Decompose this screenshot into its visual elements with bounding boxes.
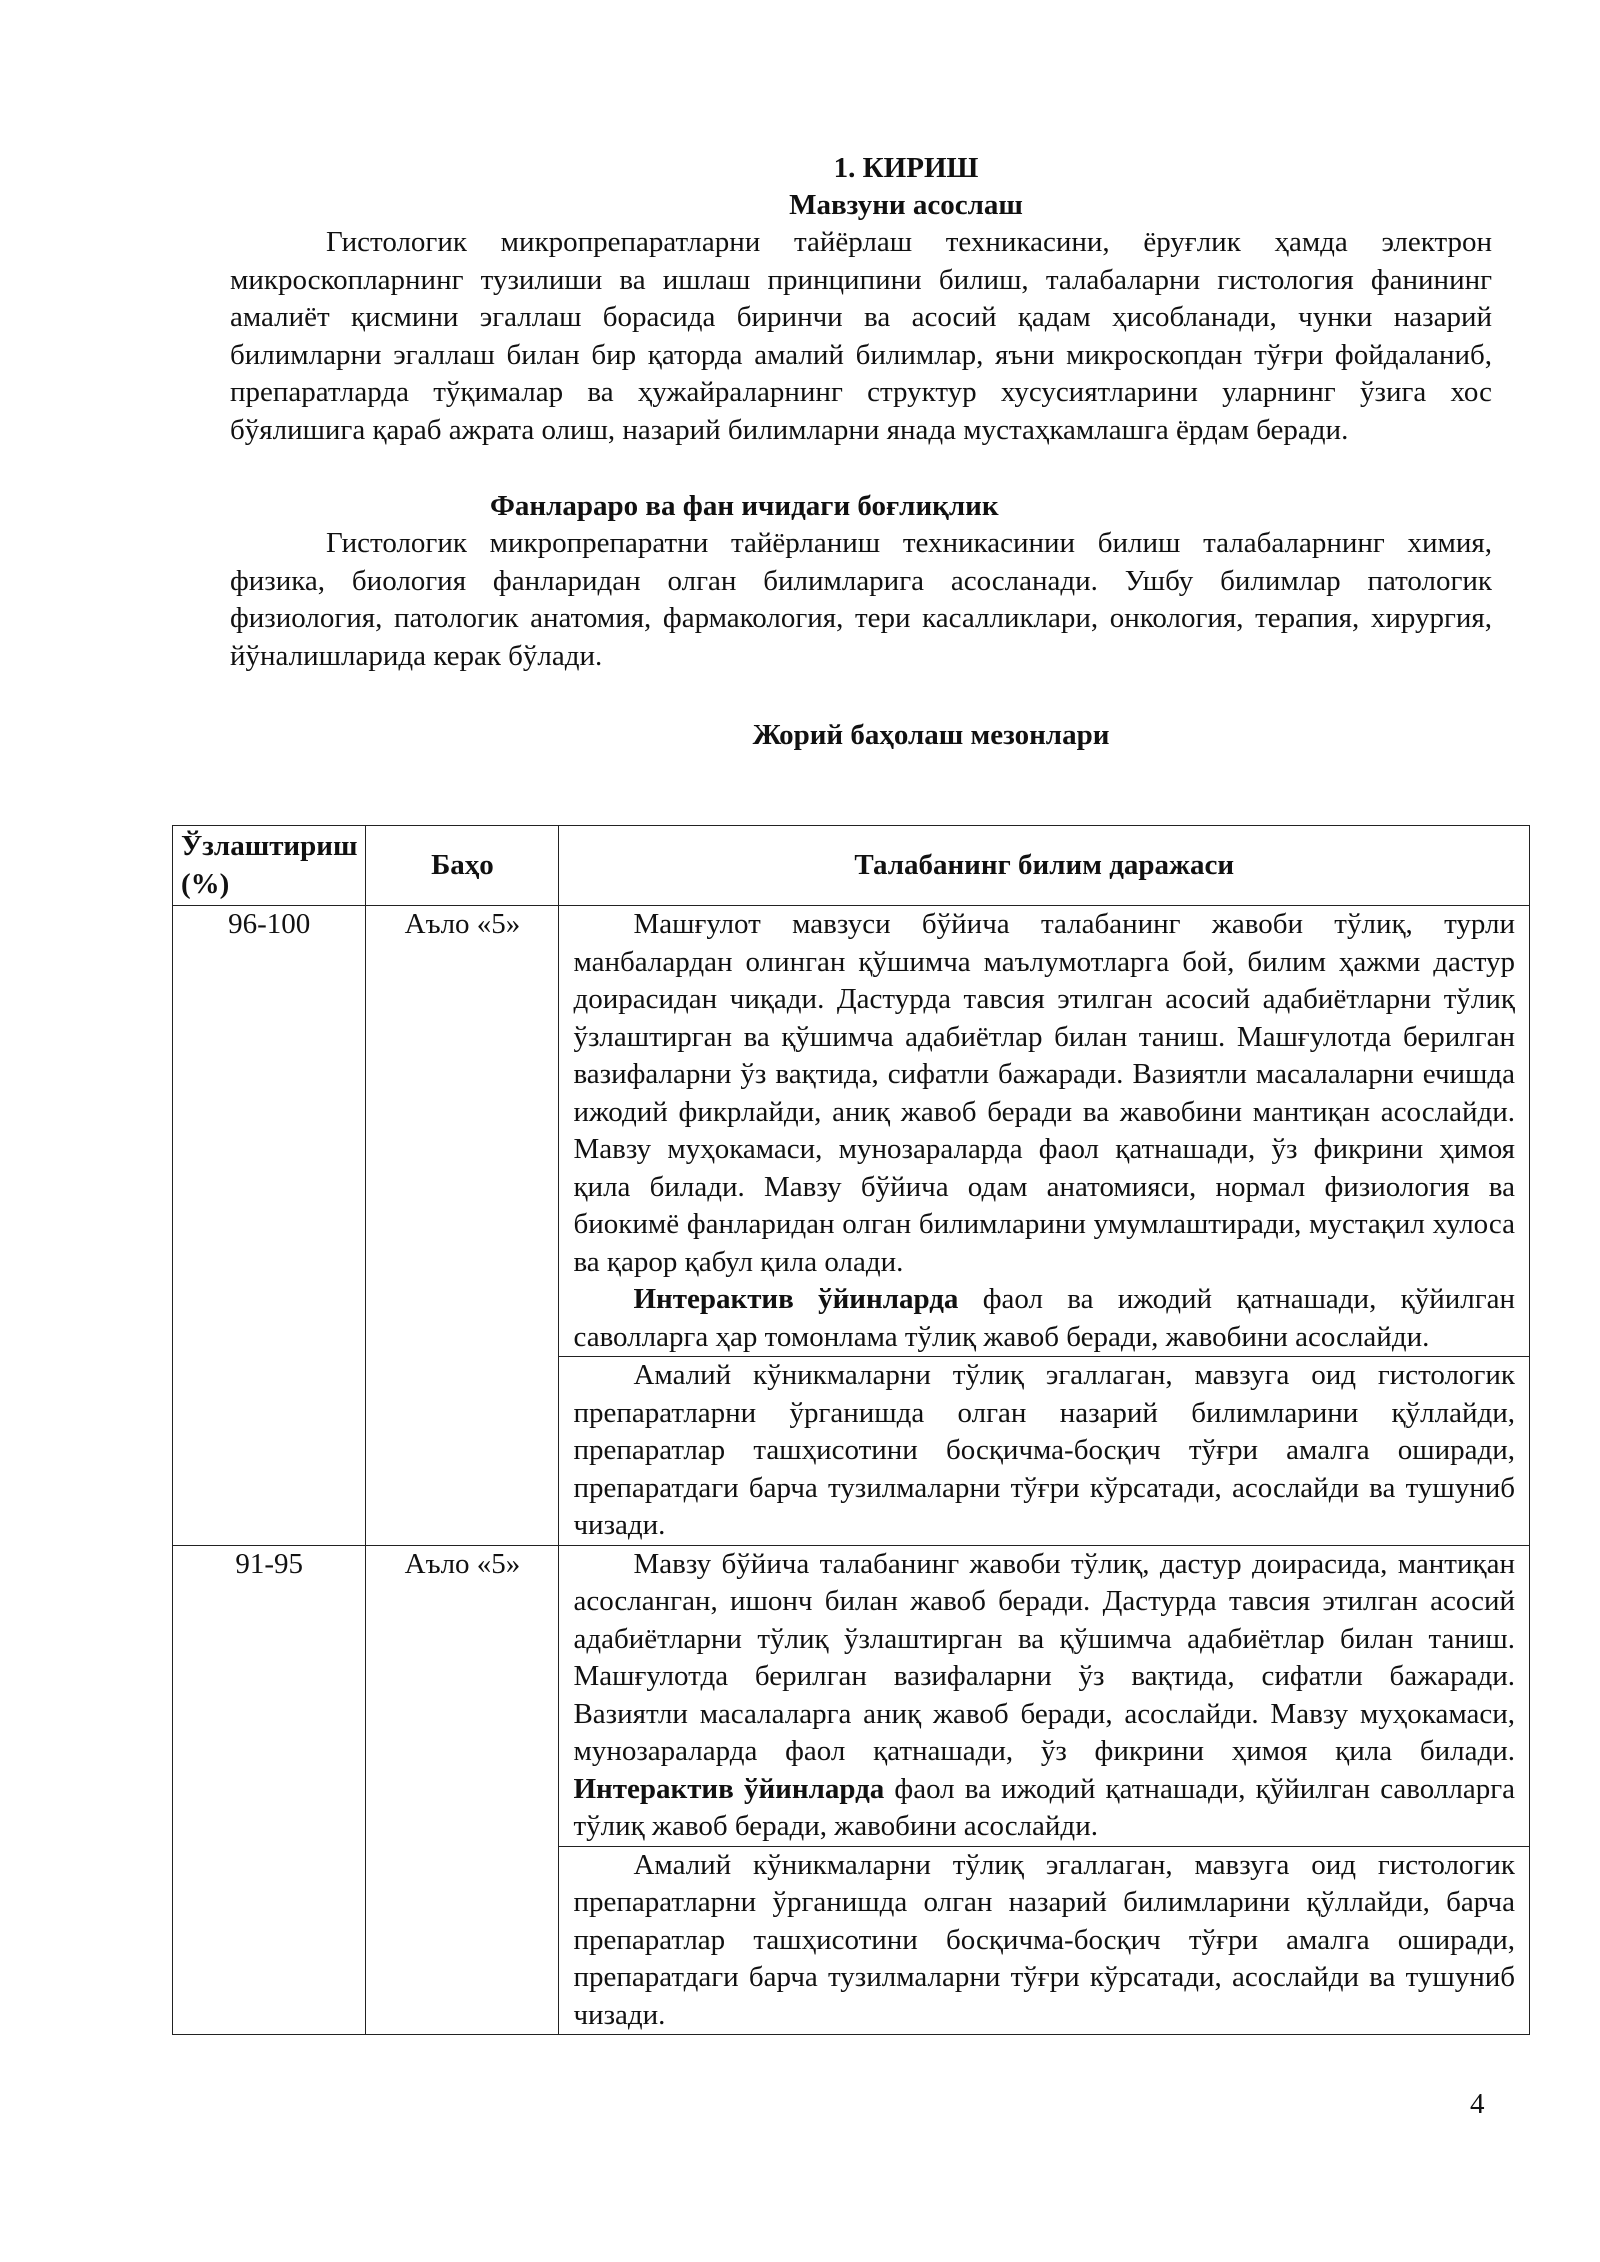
page-content xyxy=(230,150,1492,754)
description-tail: фаол ва ижодий қатнашади, қўйилган саволларга тўлиқ жавоб беради, жавобини асослайди. xyxy=(573,1772,1515,1842)
row-description xyxy=(559,906,1530,1357)
description-text: Мавзу бўйича талабанинг жавоби тўлиқ, дастур доирасида, мантиқан асосланган, ишонч билан жавоб беради. Дастурда тавсия этилган асосий адабиётларни тўлиқ ўзлаштирган ва қўшимча адабиётлар билан таниш. Машғулотда берилган вазифаларни ўз вақтида, сифатли бажаради. Вазиятли масалаларга аниқ жавоб беради, асослайди. Мавзу муҳокамаси, мунозараларда фаол қатнашади, ўз фикрини ҳимоя қила билади. xyxy=(573,1547,1515,1767)
table-row xyxy=(173,906,1530,1357)
description-tail: фаол ва ижодий қатнашади, қўйилган саволларга ҳар томонлама тўлиқ жавоб беради, жавобини асослайди. xyxy=(573,1283,1515,1353)
row-practical-skills xyxy=(559,1846,1530,2035)
description-paragraph xyxy=(573,1546,1515,1846)
row-percent: 96-100 xyxy=(173,906,366,1546)
grading-criteria-heading: Жорий баҳолаш мезонлари xyxy=(752,719,1110,751)
table-header-row xyxy=(173,826,1530,906)
row-grade: Аъло «5» xyxy=(366,906,559,1546)
description-paragraph-interactive xyxy=(573,1281,1515,1356)
table-row xyxy=(173,1545,1530,1846)
bold-phrase: Интерактив ўйинларда xyxy=(633,1283,959,1315)
intro-paragraph: Гистологик микропрепаратларни тайёрлаш техникасини, ёруғлик ҳамда электрон микроскопларнинг тузилиши ва ишлаш принципини билиш, талабаларни гистология фанининг амалиёт қисмини эгаллаш борасида биринчи ва асосий қадам ҳисобланади, чунки назарий билимларни эгаллаш билан бир қаторда амалий билимлар, яъни микроскопдан тўғри фойдаланиб, препаратларда тўқималар ва ҳужайраларнинг структур хусусиятларини уларнинг ўзига хос бўялишига қараб ажрата олиш, назарий билимларни янада мустаҳкамлашга ёрдам беради. xyxy=(230,226,1492,446)
practical-skills-paragraph: Амалий кўникмаларни тўлиқ эгаллаган, мавзуга оид гистологик препаратларни ўрганишда олган назарий билимларини қўллайди, барча препаратлар ташҳисотини босқичма-босқич тўғри амалга оширади, препаратдаги барча тузилмаларни тўғри кўрсатади, асослайди ва тушуниб чизади. xyxy=(573,1848,1515,2031)
header-percent: Ўзлаштириш (%) xyxy=(173,826,366,906)
description-paragraph: Машғулот мавзуси бўйича талабанинг жавоби тўлиқ, турли манбалардан олинган қўшимча маълумотларга бой, билим ҳажми дастур доирасидан чиқади. Дастурда тавсия этилган асосий адабиётларни тўлиқ ўзлаштирган ва қўшимча адабиётлар билан таниш. Машғулотда берилган вазифаларни ўз вақтида, сифатли бажаради. Вазиятли масалаларни ечишда ижодий фикрлайди, аниқ жавоб беради ва жавобини мантиқан асослайди. Мавзу муҳокамаси, мунозараларда фаол қатнашади, ўз фикрини ҳимоя қила билади. Мавзу бўйича одам анатомияси, нормал физиология ва биокимё фанларидан олган билимларини умумлаштиради, мустақил хулоса ва қарор қабул қила олади. xyxy=(573,908,1515,1278)
row-description xyxy=(559,1545,1530,1846)
section-subtitle: Мавзуни асослаш xyxy=(789,189,1023,221)
row-practical-skills xyxy=(559,1357,1530,1546)
page-number: 4 xyxy=(1470,2088,1485,2120)
header-grade: Баҳо xyxy=(366,826,559,906)
bold-phrase: Интерактив ўйинларда xyxy=(573,1772,885,1805)
section-title: 1. КИРИШ xyxy=(833,152,979,184)
row-percent: 91-95 xyxy=(173,1545,366,2035)
practical-skills-paragraph: Амалий кўникмаларни тўлиқ эгаллаган, мавзуга оид гистологик препаратларни ўрганишда олган назарий билимларини қўллайди, препаратлар ташҳисотини босқичма-босқич тўғри амалга оширади, препаратдаги барча тузилмаларни тўғри кўрсатади, асослайди ва тушуниб чизади. xyxy=(573,1359,1515,1541)
interdisciplinary-heading xyxy=(230,488,1492,525)
row-grade: Аъло «5» xyxy=(366,1545,559,2035)
grading-table xyxy=(172,825,1530,2035)
interdisciplinary-heading-text: Фанлараро ва фан ичидаги боғлиқлик xyxy=(490,490,999,522)
header-knowledge-level: Талабанинг билим даражаси xyxy=(559,826,1530,906)
interdisciplinary-paragraph: Гистологик микропрепаратни тайёрланиш техникасинии билиш талабаларнинг химия, физика, биология фанларидан олган билимларига асосланади. Ушбу билимлар патологик физиология, патологик анатомия, фармакология, тери касалликлари, онкология, терапия, хирургия, йўналишларида керак бўлади. xyxy=(230,527,1492,672)
